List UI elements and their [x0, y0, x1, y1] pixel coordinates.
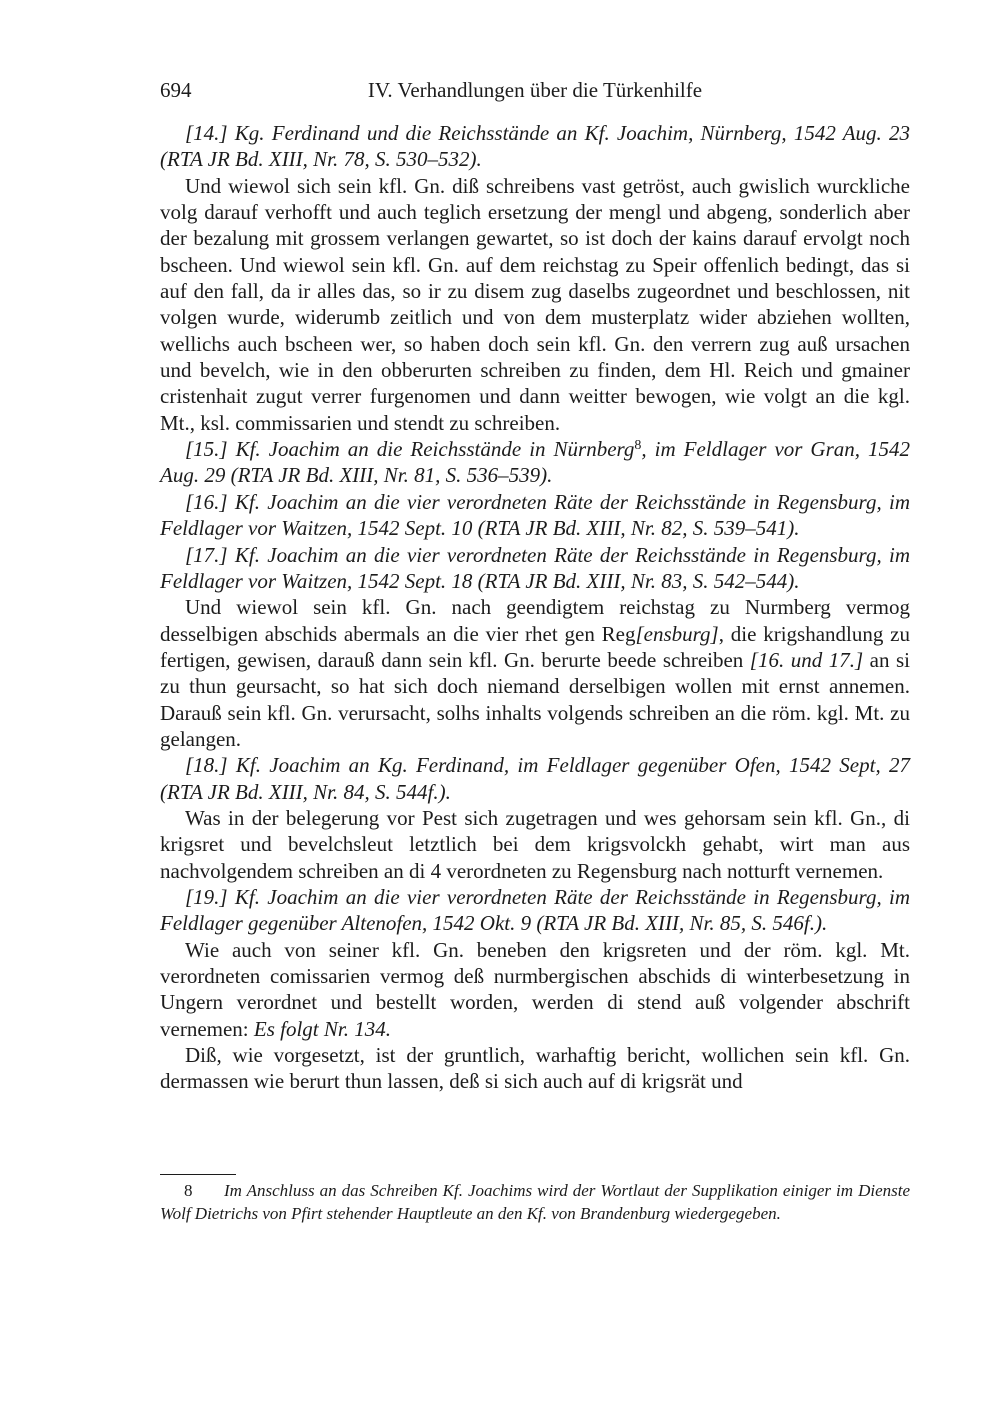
- running-title: IV. Verhandlungen über die Türkenhilfe: [367, 78, 703, 102]
- document-reference: [19.] Kf. Joachim an die vier verordneten Räte der Reichsstände in Regensburg, im Feldlager gegenüber Altenofen, 1542 Okt. 9 (RTA JR Bd. XIII, Nr. 85, S. 546f.).: [160, 884, 910, 936]
- document-reference: [16.] Kf. Joachim an die vier verordneten Räte der Reichsstände in Regensburg, im Feldlager vor Waitzen, 1542 Sept. 10 (RTA JR Bd. XIII, Nr. 82, S. 539–541).: [160, 489, 910, 541]
- text-paragraph: Und wiewol sich sein kfl. Gn. diß schreibens vast getröst, auch gwislich wurckliche volg darauf verhofft und auch teglich ersetzung der mengl und abgeng, sonderlich aber der bezalung mit grossem verlangen gewartet, so ist doch der kains darauf ervolgt noch bscheen. Und wiewol sein kfl. Gn. auf dem reichstag zu Speir offenlich bedingt, das si auf den fall, da ir alles das, so ir zu disem zug daselbs zugeordnet und beschlossen, nit volgen wurde, widerumb zeitlich und von dem musterplatz wider abziehen wollten, wellichs auch bscheen wer, so haben doch sein kfl. Gn. den verrern zug auß ursachen und bevelch, wie in den obberurten schreiben zu finden, dem Hl. Reich und gmainer cristenhait zugut verrer furgenomen und dann weitter bewogen, wie volgt an die kgl. Mt., ksl. commissarien und stendt zu schreiben.: [160, 173, 910, 435]
- text-run: an si zu thun geursacht, so hat sich doch niemand derselbigen wollen mit ernst annemen. Darauß sein kfl. Gn. verursacht, solhs inhalts volgends schreiben an die röm. kgl. Mt. zu gelangen.: [160, 647, 910, 751]
- text-run: Und wiewol sein kfl. Gn. nach geendigtem reichstag zu Nurmberg vermog desselbigen abschids abermals an die vier rhet gen Reg: [160, 595, 910, 646]
- italic-insertion: Es folgt Nr. 134.: [253, 1016, 391, 1041]
- text-paragraph: Diß, wie vorgesetzt, ist der gruntlich, warhaftig bericht, wollichen sein kfl. Gn. dermassen wie berurt thun lassen, deß si sich auch auf di krigsrät und: [160, 1043, 910, 1094]
- italic-insertion: [16. und 17.]: [749, 647, 864, 672]
- footnote: [160, 1180, 910, 1225]
- document-reference: [14.] Kg. Ferdinand und die Reichsstände an Kf. Joachim, Nürnberg, 1542 Aug. 23 (RTA JR Bd. XIII, Nr. 78, S. 530–532).: [160, 121, 910, 172]
- reference-text: , im Feldlager vor Gran, 1542 Aug. 29 (RTA JR Bd. XIII, Nr. 81, S. 536–539).: [160, 437, 910, 488]
- page-header: [160, 78, 910, 108]
- text-paragraph: Was in der belegerung vor Pest sich zugetragen und wes gehorsam sein kfl. Gn., di krigsret und bevelchsleut letztlich bei dem krigsvolckh gehabt, wirt man aus nachvolgendem schreiben an di 4 verordneten zu Regensburg nach notturft vernemen.: [160, 805, 910, 883]
- document-reference: [17.] Kf. Joachim an die vier verordneten Räte der Reichsstände in Regensburg, im Feldlager vor Waitzen, 1542 Sept. 18 (RTA JR Bd. XIII, Nr. 83, S. 542–544).: [160, 542, 910, 593]
- text-run: Wie auch von seiner kfl. Gn. beneben den krigsreten und der röm. kgl. Mt. verordneten comissarien vermog deß nurmbergischen abschids di winterbesetzung in Ungern verordnet und bestellt worden, werden di stend auß volgender abschrift vernemen:: [160, 937, 910, 1041]
- document-reference: [18.] Kf. Joachim an Kg. Ferdinand, im Feldlager gegenüber Ofen, 1542 Sept, 27 (RTA JR Bd. XIII, Nr. 84, S. 544f.).: [160, 753, 910, 804]
- italic-insertion: [ensburg]: [635, 621, 719, 646]
- reference-text: [15.] Kf. Joachim an die Reichsstände in Nürnberg: [185, 437, 635, 462]
- footnote-text: Im Anschluss an das Schreiben Kf. Joachims wird der Wortlaut der Supplikation einiger im Dienste Wolf Dietrichs von Pfirt stehender Hauptleute an den Kf. von Brandenburg wiedergegeben.: [160, 1181, 910, 1223]
- text-paragraph: [160, 937, 910, 1042]
- text-run: , die krigshandlung zu fertigen, gewisen, darauß dann sein kfl. Gn. berurte beede schreiben: [160, 621, 911, 672]
- document-reference: [160, 436, 910, 489]
- footnote-marker: 8: [634, 438, 642, 454]
- footnote-separator: [160, 1174, 236, 1175]
- text-paragraph: [160, 594, 910, 752]
- footnote-number: 8: [184, 1181, 193, 1200]
- body-text: [160, 120, 910, 1095]
- page-number: 694: [160, 78, 192, 102]
